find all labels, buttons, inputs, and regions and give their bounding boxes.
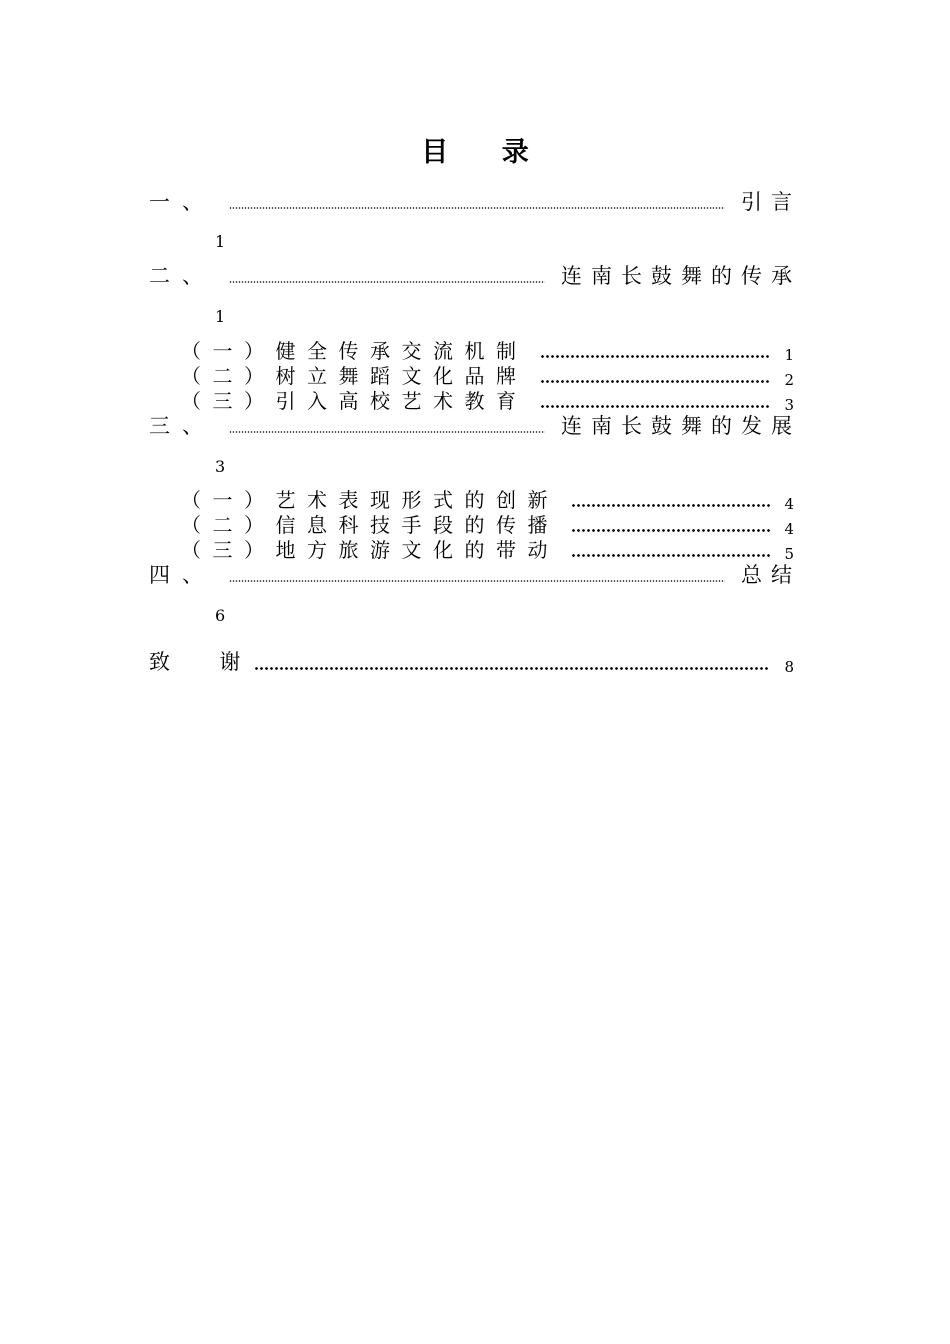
page-number: 2 bbox=[784, 371, 794, 389]
page-number: 1 bbox=[784, 346, 794, 364]
dot-leader bbox=[229, 280, 545, 284]
page-number: 5 bbox=[784, 545, 794, 563]
section-number: 四、 bbox=[149, 563, 215, 587]
toc-entry-development[interactable] bbox=[149, 414, 801, 440]
dot-leader bbox=[540, 379, 771, 384]
dot-leader bbox=[571, 553, 770, 558]
toc-entry-acknowledgement[interactable] bbox=[149, 650, 794, 676]
toc-subentry[interactable] bbox=[181, 539, 794, 563]
page-number: 3 bbox=[215, 457, 226, 476]
section-title: 连南长鼓舞的传承 bbox=[561, 264, 801, 288]
subsection-title: （二）树立舞蹈文化品牌 bbox=[181, 364, 528, 388]
section-title: 引言 bbox=[741, 190, 801, 214]
dot-leader bbox=[571, 528, 770, 533]
dot-leader bbox=[229, 206, 725, 210]
toc-entry-summary[interactable] bbox=[149, 563, 801, 589]
page-number: 3 bbox=[784, 396, 794, 414]
dot-leader bbox=[229, 430, 545, 434]
page-number: 1 bbox=[215, 307, 226, 326]
page-number: 8 bbox=[784, 658, 794, 676]
subsection-title: （二）信息科技手段的传播 bbox=[181, 513, 559, 537]
toc-title: 目 录 bbox=[421, 137, 551, 168]
dot-leader bbox=[540, 404, 771, 409]
section-number: 一、 bbox=[149, 190, 215, 214]
dot-leader bbox=[254, 666, 770, 671]
section-title: 连南长鼓舞的发展 bbox=[561, 414, 801, 438]
section-number: 二、 bbox=[149, 264, 215, 288]
toc-entry-intro[interactable] bbox=[149, 190, 801, 216]
page-number: 4 bbox=[784, 495, 794, 513]
acknowledgement-title: 致 谢 bbox=[149, 650, 253, 674]
section-title: 总结 bbox=[741, 563, 801, 587]
subsection-title: （一）艺术表现形式的创新 bbox=[181, 488, 559, 512]
dot-leader bbox=[571, 503, 770, 508]
dot-leader bbox=[540, 354, 771, 359]
toc-entry-inheritance[interactable] bbox=[149, 264, 801, 290]
subsection-title: （三）地方旅游文化的带动 bbox=[181, 538, 559, 562]
page-number: 1 bbox=[215, 232, 226, 251]
section-number: 三、 bbox=[149, 414, 215, 438]
page-number: 6 bbox=[215, 606, 226, 625]
page-number: 4 bbox=[784, 520, 794, 538]
subsection-title: （三）引入高校艺术教育 bbox=[181, 389, 528, 413]
subsection-title: （一）健全传承交流机制 bbox=[181, 339, 528, 363]
dot-leader bbox=[229, 579, 725, 583]
